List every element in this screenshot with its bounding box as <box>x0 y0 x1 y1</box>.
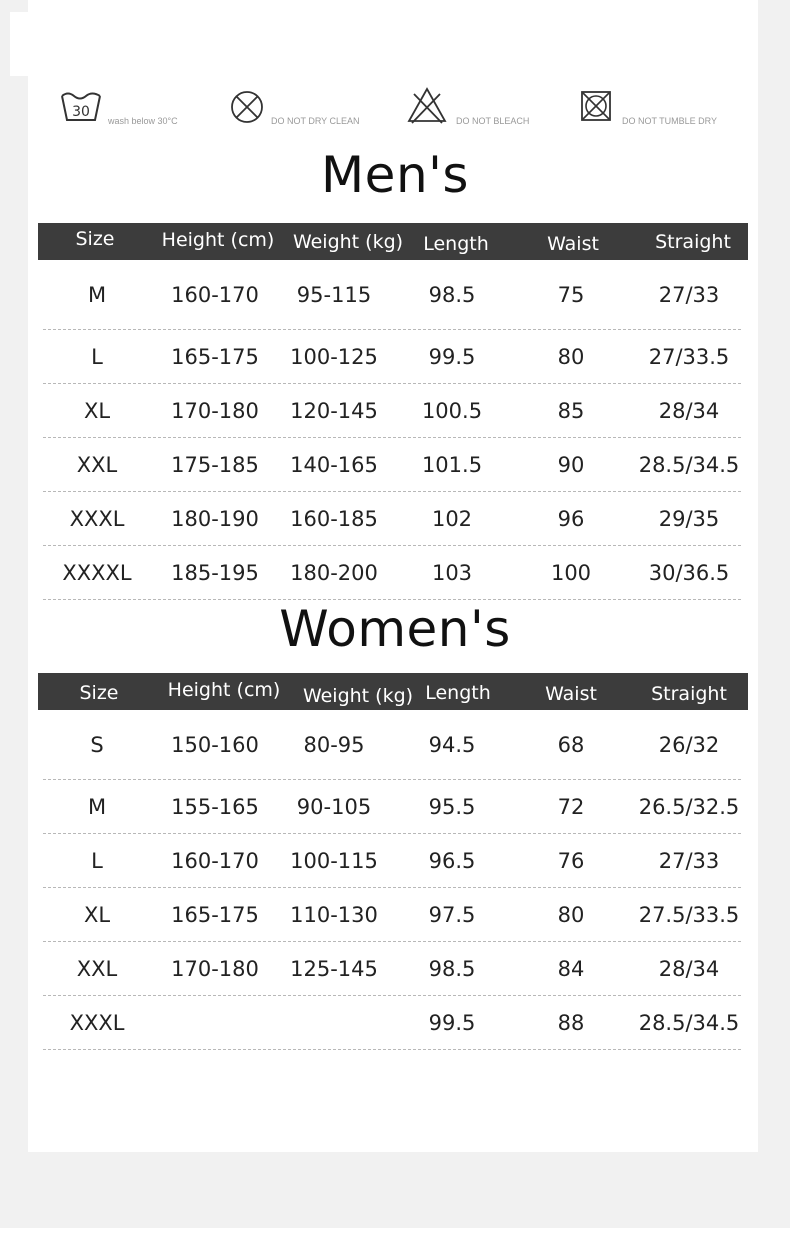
no-bleach-icon <box>406 86 448 124</box>
cell-waist: 100 <box>550 560 592 585</box>
header-straight: Straight <box>655 231 731 253</box>
header-size: Size <box>75 228 115 250</box>
header-straight: Straight <box>651 683 727 705</box>
care-item-wash <box>60 88 200 132</box>
cell-waist: 96 <box>557 506 585 531</box>
cell-length: 98.5 <box>428 956 476 981</box>
cell-length: 96.5 <box>428 848 476 873</box>
cell-waist: 88 <box>557 1010 585 1035</box>
table-row <box>43 996 741 1050</box>
cell-weight: 95-115 <box>296 282 372 307</box>
cell-waist: 85 <box>557 398 585 423</box>
no-dry-clean-icon <box>230 90 264 124</box>
table-row <box>43 942 741 996</box>
cell-height: 180-190 <box>171 506 259 531</box>
header-height: Height (cm) <box>161 229 275 251</box>
cell-waist: 80 <box>557 344 585 369</box>
mens-table-header <box>38 223 748 260</box>
cell-straight: 28.5/34.5 <box>638 452 740 477</box>
cell-weight: 140-165 <box>290 452 378 477</box>
cell-waist: 68 <box>557 732 585 757</box>
cell-height: 150-160 <box>171 732 259 757</box>
table-row <box>43 438 741 492</box>
care-label-dry-clean: DO NOT DRY CLEAN <box>271 116 360 126</box>
table-row <box>43 260 741 330</box>
cell-size: XXL <box>76 956 118 981</box>
cell-height: 160-170 <box>171 848 259 873</box>
cell-weight: 100-115 <box>290 848 378 873</box>
cell-weight: 80-95 <box>303 732 365 757</box>
cell-height: 155-165 <box>171 794 259 819</box>
header-weight: Weight (kg) <box>292 231 404 253</box>
cell-straight: 26.5/32.5 <box>638 794 740 819</box>
care-label-wash: wash below 30°C <box>108 116 178 126</box>
cell-height: 185-195 <box>171 560 259 585</box>
cell-length: 95.5 <box>428 794 476 819</box>
mens-title: Men's <box>321 146 469 204</box>
cell-height: 170-180 <box>171 398 259 423</box>
header-length: Length <box>423 233 489 255</box>
cell-size: S <box>90 732 104 757</box>
cell-straight: 28.5/34.5 <box>638 1010 740 1035</box>
womens-table-body <box>38 710 748 1050</box>
womens-size-table <box>38 673 748 1050</box>
cell-height: 160-170 <box>171 282 259 307</box>
table-row <box>43 710 741 780</box>
cell-size: L <box>91 848 103 873</box>
header-height: Height (cm) <box>167 679 281 701</box>
cell-length: 99.5 <box>428 1010 476 1035</box>
wash-temperature: 30 <box>72 104 90 120</box>
cell-straight: 27/33 <box>658 848 720 873</box>
table-row <box>43 888 741 942</box>
cell-length: 99.5 <box>428 344 476 369</box>
cell-weight: 180-200 <box>290 560 378 585</box>
cell-height: 175-185 <box>171 452 259 477</box>
care-item-tumble-dry <box>580 88 760 132</box>
mens-table-body <box>38 260 748 600</box>
table-row <box>43 546 741 600</box>
cell-weight: 110-130 <box>290 902 378 927</box>
header-waist: Waist <box>545 683 597 705</box>
cell-straight: 29/35 <box>658 506 720 531</box>
cell-straight: 27/33.5 <box>648 344 730 369</box>
cell-weight: 100-125 <box>290 344 378 369</box>
cell-size: XL <box>83 902 111 927</box>
cell-length: 102 <box>431 506 473 531</box>
care-item-dry-clean <box>230 88 380 132</box>
cell-waist: 84 <box>557 956 585 981</box>
care-instructions <box>0 88 790 132</box>
cell-straight: 27.5/33.5 <box>638 902 740 927</box>
cell-straight: 28/34 <box>658 398 720 423</box>
cell-waist: 90 <box>557 452 585 477</box>
cell-straight: 30/36.5 <box>648 560 730 585</box>
cell-height: 170-180 <box>171 956 259 981</box>
cell-waist: 72 <box>557 794 585 819</box>
cell-weight: 160-185 <box>290 506 378 531</box>
cell-length: 100.5 <box>421 398 483 423</box>
wash-30-icon <box>60 90 102 122</box>
header-size: Size <box>79 682 119 704</box>
cell-weight: 125-145 <box>290 956 378 981</box>
cell-waist: 75 <box>557 282 585 307</box>
table-row <box>43 834 741 888</box>
cell-size: L <box>91 344 103 369</box>
cell-weight: 120-145 <box>290 398 378 423</box>
cell-size: XL <box>83 398 111 423</box>
cell-weight: 90-105 <box>296 794 372 819</box>
table-row <box>43 384 741 438</box>
cell-straight: 28/34 <box>658 956 720 981</box>
header-waist: Waist <box>547 233 599 255</box>
cell-size: XXL <box>76 452 118 477</box>
cell-size: XXXXL <box>62 560 132 585</box>
cell-length: 97.5 <box>428 902 476 927</box>
cell-waist: 80 <box>557 902 585 927</box>
no-tumble-dry-icon <box>580 90 612 122</box>
cell-length: 101.5 <box>421 452 483 477</box>
cell-length: 103 <box>431 560 473 585</box>
cell-height: 165-175 <box>171 902 259 927</box>
table-row <box>43 492 741 546</box>
cell-height: 165-175 <box>171 344 259 369</box>
womens-title: Women's <box>279 600 511 658</box>
bottom-band <box>0 1228 790 1242</box>
cell-length: 94.5 <box>428 732 476 757</box>
cell-size: M <box>87 282 107 307</box>
care-label-bleach: DO NOT BLEACH <box>456 116 530 126</box>
cell-straight: 27/33 <box>658 282 720 307</box>
cell-size: XXXL <box>69 1010 125 1035</box>
header-length: Length <box>425 682 491 704</box>
table-row <box>43 330 741 384</box>
cell-size: M <box>87 794 107 819</box>
cell-straight: 26/32 <box>658 732 720 757</box>
mens-size-table <box>38 223 748 600</box>
table-row <box>43 780 741 834</box>
cell-waist: 76 <box>557 848 585 873</box>
cell-length: 98.5 <box>428 282 476 307</box>
womens-table-header <box>38 673 748 710</box>
header-weight: Weight (kg) <box>302 685 414 707</box>
cell-size: XXXL <box>69 506 125 531</box>
care-label-tumble-dry: DO NOT TUMBLE DRY <box>622 116 718 126</box>
care-item-bleach <box>406 88 556 132</box>
